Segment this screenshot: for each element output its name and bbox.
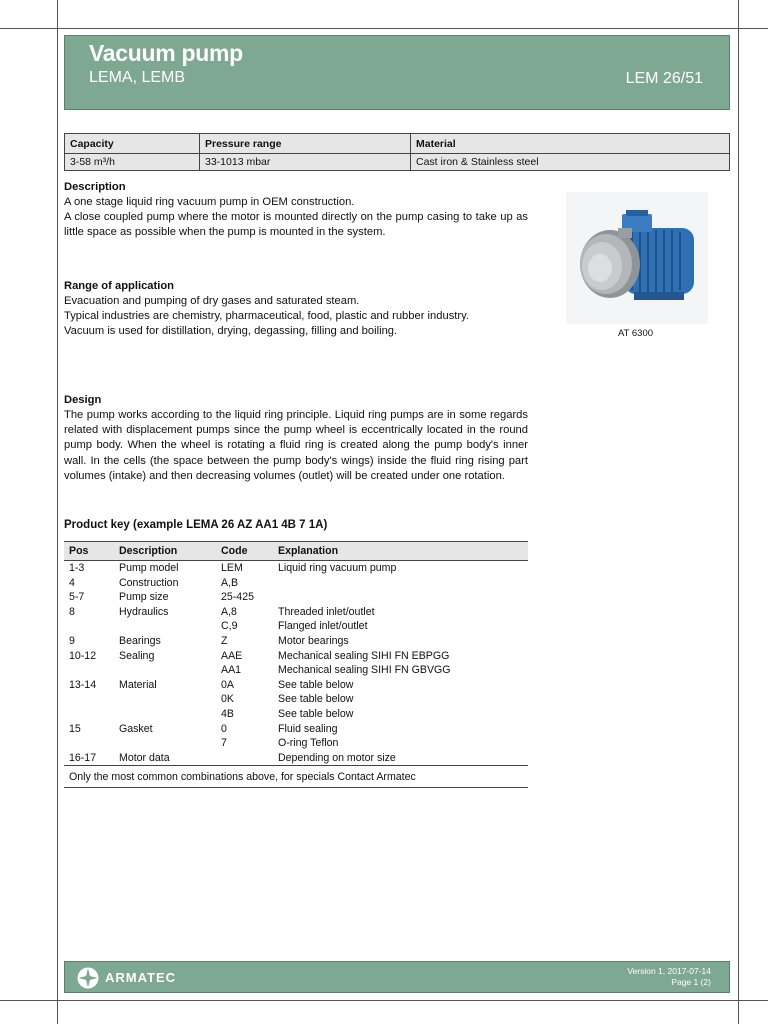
range-section (64, 279, 528, 340)
version-text: Version 1, 2017-07-14 (627, 966, 711, 976)
table-cell: 0K (221, 693, 234, 706)
table-row (64, 619, 528, 634)
table-row (64, 707, 528, 722)
product-key-title: Product key (example LEMA 26 AZ AA1 4B 7 1A) (64, 519, 328, 531)
table-cell: 4B (221, 707, 234, 720)
table-cell (114, 692, 216, 707)
table-cell: Bearings (119, 634, 161, 647)
table-cell: 0A (221, 678, 234, 691)
table-row (64, 663, 528, 678)
table-cell: O-ring Teflon (278, 737, 339, 750)
table-cell: Sealing (119, 649, 155, 662)
table-cell: 5-7 (69, 591, 85, 604)
table-cell (64, 707, 114, 722)
table-row (64, 605, 528, 620)
table-cell: Mechanical sealing SIHI FN EBPGG (278, 649, 450, 662)
table-cell: 13-14 (69, 678, 97, 691)
table-row (64, 561, 528, 576)
table-cell: Threaded inlet/outlet (278, 605, 375, 618)
version-info (627, 966, 711, 988)
table-cell: Pump size (119, 591, 169, 604)
table-cell: Motor bearings (278, 634, 349, 647)
table-cell: C,9 (221, 620, 238, 633)
table-row (64, 736, 528, 751)
table-cell: Fluid sealing (278, 722, 338, 735)
document-number: LEM 26/51 (625, 70, 703, 87)
table-note: Only the most common combinations above, for specials Contact Armatec (64, 766, 528, 788)
frame-line-left (57, 0, 58, 1024)
spec-value-capacity: 3-58 m³/h (65, 154, 200, 171)
document-header (64, 35, 730, 110)
table-cell (273, 590, 528, 605)
table-cell (114, 619, 216, 634)
table-cell: 1-3 (69, 562, 85, 574)
table-cell: AAE (221, 649, 243, 662)
description-line: A one stage liquid ring vacuum pump in OEM construction. (64, 196, 355, 208)
armatec-logo-icon (77, 967, 99, 989)
column-header-description: Description (114, 542, 216, 561)
table-cell: Liquid ring vacuum pump (278, 562, 397, 574)
table-cell: See table below (278, 693, 354, 706)
table-cell (64, 619, 114, 634)
spec-header-pressure: Pressure range (200, 134, 411, 154)
table-cell: 16-17 (69, 751, 97, 764)
table-row (64, 751, 528, 766)
table-cell: See table below (278, 707, 354, 720)
table-cell (64, 663, 114, 678)
description-line: A close coupled pump where the motor is mounted directly on the pump casing to take up as little space as possible when the pump is mounted in the system. (64, 211, 528, 239)
table-cell: 15 (69, 722, 81, 735)
table-cell: A,B (221, 576, 239, 589)
column-header-code: Code (216, 542, 273, 561)
spec-header-capacity: Capacity (65, 134, 200, 154)
table-row (64, 590, 528, 605)
table-cell: 25-425 (221, 591, 254, 604)
spec-value-material: Cast iron & Stainless steel (411, 154, 730, 171)
table-cell: 9 (69, 634, 75, 647)
spec-table (64, 133, 730, 171)
table-cell: Flanged inlet/outlet (278, 620, 368, 633)
design-text: The pump works according to the liquid ring principle. Liquid ring pumps are in some regards related with displacement pumps since the pump wheel is eccentrically located in the round pump body. When the wheel is rotating a fluid ring is created along the pump body's inner wall. In the cells (the space between the pump body's wings) inside the fluid ring rising part volumes (intake) and then decreasing volumes (outlet) will be created under one rotation. (64, 409, 528, 482)
table-row (64, 576, 528, 591)
table-cell: AA1 (221, 664, 242, 677)
table-cell (273, 576, 528, 591)
table-cell: Construction (119, 576, 179, 589)
brand-name: ARMATEC (105, 970, 177, 985)
table-row (64, 678, 528, 693)
frame-line-right (738, 0, 739, 1024)
description-heading: Description (64, 181, 126, 193)
page-title: Vacuum pump (89, 40, 243, 66)
table-cell: Depending on motor size (278, 751, 396, 764)
range-line: Typical industries are chemistry, pharmaceutical, food, plastic and rubber industry. (64, 310, 470, 323)
column-header-explanation: Explanation (273, 542, 528, 561)
design-heading: Design (64, 394, 102, 406)
table-cell: LEM (221, 562, 243, 574)
table-row (64, 649, 528, 664)
table-cell: 7 (221, 737, 227, 750)
design-section (64, 393, 528, 484)
table-cell: Pump model (119, 562, 179, 574)
table-note-row (64, 766, 528, 788)
table-cell: 0 (221, 722, 227, 735)
page-number: Page 1 (2) (671, 977, 711, 987)
table-cell (114, 707, 216, 722)
description-section (64, 180, 528, 241)
table-cell: 8 (69, 605, 75, 618)
table-row (64, 634, 528, 649)
table-row (64, 692, 528, 707)
frame-line-bottom (0, 1000, 768, 1001)
table-cell: Hydraulics (119, 605, 169, 618)
table-cell: A,8 (221, 605, 237, 618)
product-key-header-row (64, 542, 528, 561)
table-cell: 4 (69, 576, 75, 589)
vacuum-pump-image (566, 192, 708, 324)
column-header-pos: Pos (64, 542, 114, 561)
table-cell: Motor data (119, 751, 170, 764)
table-cell: Z (221, 634, 228, 647)
table-cell (114, 736, 216, 751)
table-cell (64, 736, 114, 751)
table-row (64, 722, 528, 737)
image-caption: AT 6300 (618, 328, 654, 339)
table-cell (114, 663, 216, 678)
frame-line-top (0, 28, 768, 29)
table-cell: 10-12 (69, 649, 97, 662)
table-cell (64, 692, 114, 707)
page-subtitle: LEMA, LEMB (89, 69, 186, 86)
range-line: Evacuation and pumping of dry gases and saturated steam. (64, 295, 360, 307)
range-heading: Range of application (64, 280, 175, 292)
table-cell: See table below (278, 678, 354, 691)
table-cell (216, 751, 273, 766)
range-line: Vacuum is used for distillation, drying, degassing, filling and boiling. (64, 325, 398, 338)
spec-header-material: Material (411, 134, 730, 154)
table-cell: Material (119, 678, 157, 691)
product-key-table (64, 541, 528, 788)
table-cell: Gasket (119, 722, 153, 735)
page-footer (64, 961, 730, 993)
spec-value-pressure: 33-1013 mbar (200, 154, 411, 171)
table-cell: Mechanical sealing SIHI FN GBVGG (278, 664, 451, 677)
